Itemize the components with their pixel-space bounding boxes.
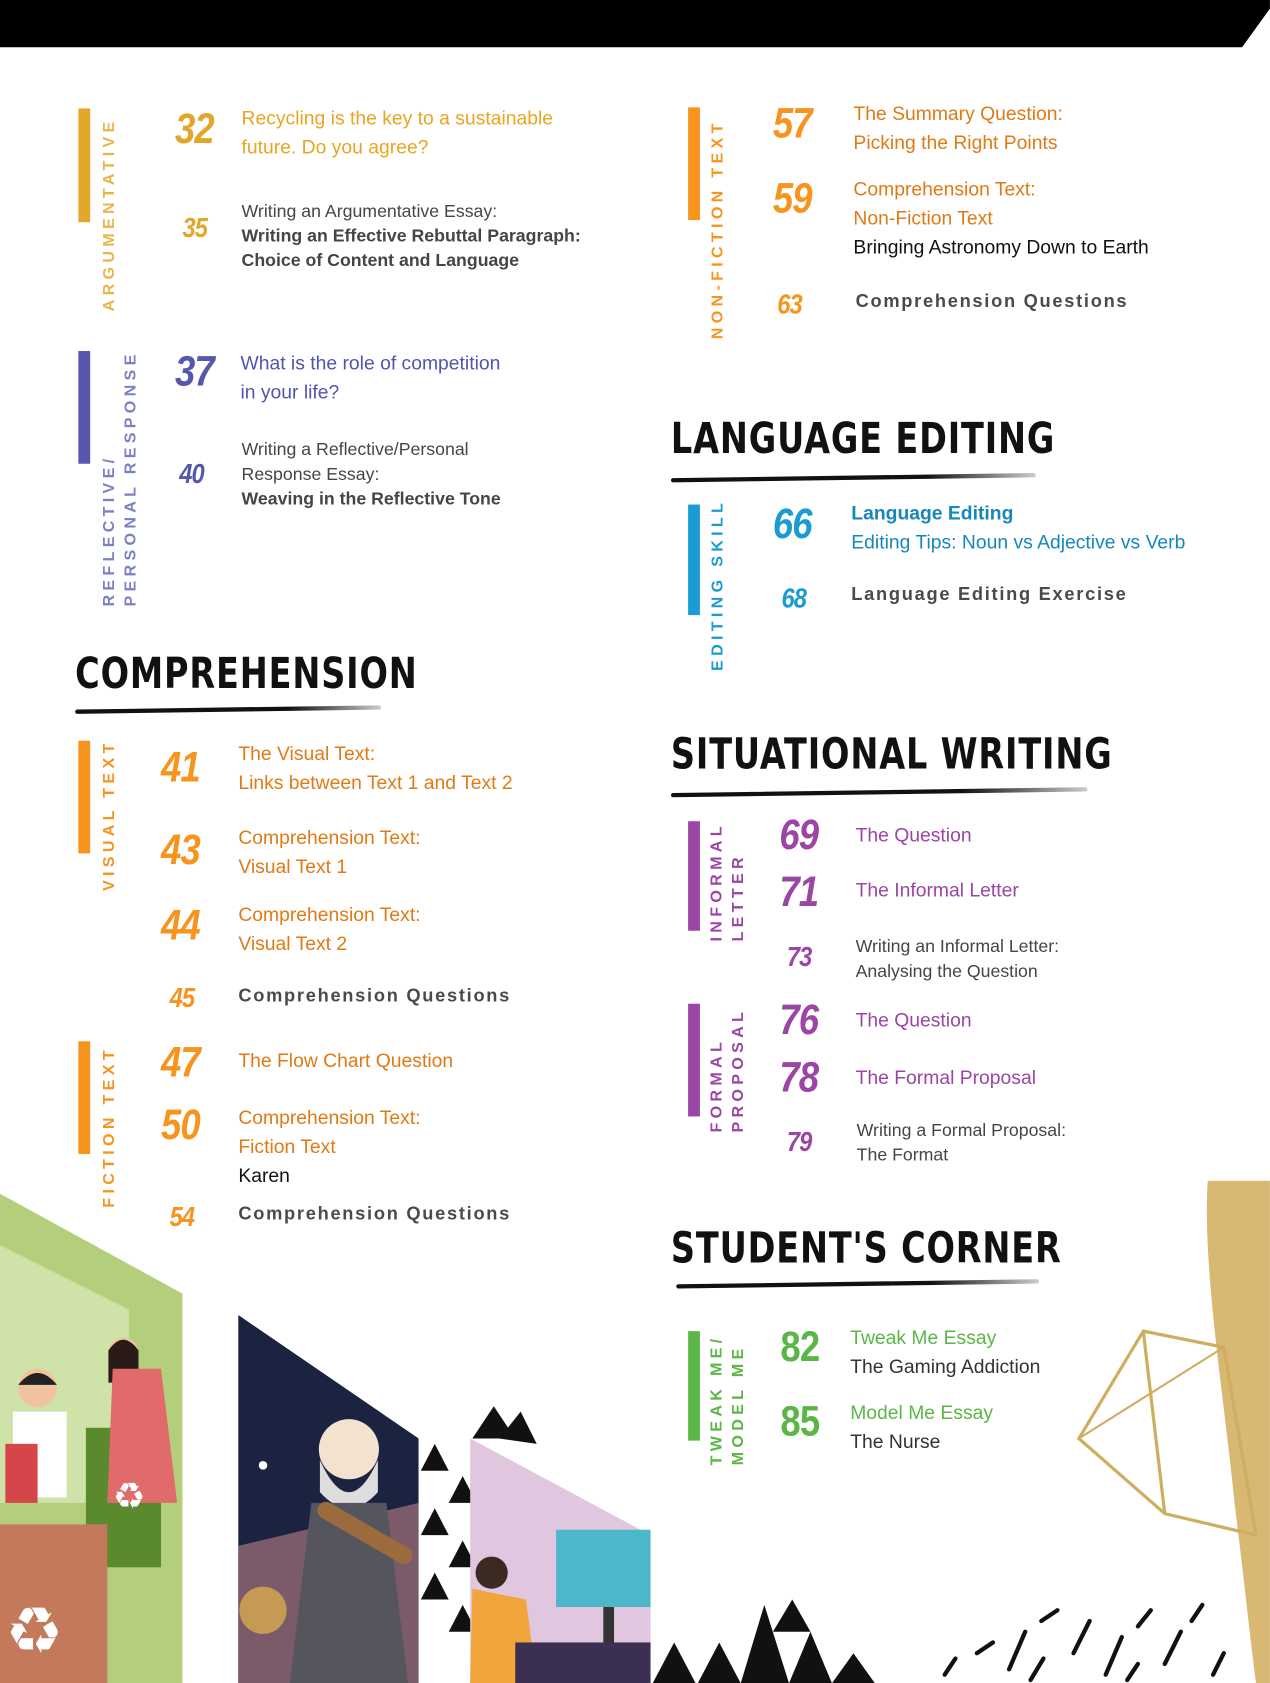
entry-title: Comprehension Text: xyxy=(238,903,421,926)
page-number[interactable]: 76 xyxy=(779,996,819,1044)
page-number[interactable]: 43 xyxy=(161,826,200,874)
toc-entry[interactable] xyxy=(238,1104,420,1191)
entry-title: Writing a Formal Proposal: xyxy=(856,1120,1067,1141)
page-number[interactable]: 71 xyxy=(779,868,819,916)
heading-underline xyxy=(75,705,381,714)
entry-title: What is the role of competition xyxy=(240,352,501,374)
entry-title: Comprehension Text: xyxy=(238,1106,421,1129)
toc-entry[interactable]: The Formal Proposal xyxy=(855,1067,1037,1089)
visual-text-bar xyxy=(78,741,90,854)
page-number[interactable]: 47 xyxy=(161,1039,200,1087)
page-number[interactable]: 68 xyxy=(781,581,807,615)
page-number[interactable]: 66 xyxy=(772,500,812,548)
gamer-illustration xyxy=(470,1438,650,1683)
entry-subtitle: Editing Tips: Noun vs Adjective vs Verb xyxy=(851,531,1186,553)
recycle-icon: ♻ xyxy=(5,1595,64,1668)
section-heading-students-corner: STUDENT'S CORNER xyxy=(670,1223,1062,1274)
non-fiction-label: NON-FICTION TEXT xyxy=(708,119,727,340)
reflective-label: REFLECTIVE/ PERSONAL RESPONSE xyxy=(99,350,140,607)
page-number[interactable]: 85 xyxy=(780,1397,820,1445)
entry-subtitle: Choice of Content and Language xyxy=(241,251,520,271)
astronomer-illustration xyxy=(238,1315,418,1683)
fiction-text-label: FICTION TEXT xyxy=(99,1046,119,1208)
entry-title: Non-Fiction Text xyxy=(853,207,993,229)
toc-entry[interactable] xyxy=(851,499,1185,557)
entry-title: Fiction Text xyxy=(238,1135,336,1158)
toc-entry[interactable] xyxy=(238,901,420,959)
page-number[interactable]: 82 xyxy=(780,1323,820,1371)
entry-subtitle: Bringing Astronomy Down to Earth xyxy=(853,236,1149,258)
toc-entry-comprehension-questions[interactable]: Comprehension Questions xyxy=(855,290,1129,312)
page-number[interactable]: 41 xyxy=(161,743,200,792)
visual-text-label: VISUAL TEXT xyxy=(99,739,119,892)
page-number[interactable]: 78 xyxy=(779,1054,819,1102)
formal-proposal-bar xyxy=(688,1004,700,1117)
reflective-bar xyxy=(78,351,90,464)
toc-entry[interactable] xyxy=(242,104,553,162)
entry-title: Language Editing xyxy=(851,502,1014,524)
toc-entry[interactable] xyxy=(240,349,500,407)
entry-title: Picking the Right Points xyxy=(853,132,1058,154)
heading-underline xyxy=(671,473,1036,482)
entry-title: Writing a Reflective/Personal xyxy=(241,440,469,460)
fiction-text-bar xyxy=(78,1041,90,1154)
toc-entry[interactable] xyxy=(242,438,501,512)
informal-letter-bar xyxy=(688,821,700,930)
toc-entry[interactable] xyxy=(238,1047,453,1076)
page-number[interactable]: 59 xyxy=(772,174,812,223)
argumentative-label: ARGUMENTATIVE xyxy=(99,117,119,312)
editing-skill-label: EDITING SKILL xyxy=(708,498,727,671)
entry-title: Writing an Informal Letter: xyxy=(855,937,1060,957)
page-number[interactable]: 44 xyxy=(161,901,200,949)
page-number[interactable]: 79 xyxy=(786,1125,812,1158)
toc-entry[interactable]: The Question xyxy=(855,1009,972,1031)
toc-entry[interactable]: Language Editing Exercise xyxy=(851,583,1128,605)
entry-title: Visual Text 2 xyxy=(238,932,348,955)
non-fiction-bar xyxy=(688,107,700,220)
entry-title: Writing an Argumentative Essay: xyxy=(241,201,498,222)
editing-skill-bar xyxy=(688,505,700,616)
toc-entry[interactable] xyxy=(238,823,420,881)
entry-title: The Visual Text: xyxy=(238,742,376,765)
toc-entry[interactable] xyxy=(853,100,1062,158)
toc-entry[interactable]: The Question xyxy=(855,824,972,846)
page-number[interactable]: 32 xyxy=(174,105,214,153)
entry-title: future. Do you agree? xyxy=(241,136,429,158)
brush-strokes xyxy=(945,1605,1224,1680)
entry-title: Links between Text 1 and Text 2 xyxy=(238,771,513,794)
page-number[interactable]: 63 xyxy=(777,287,802,320)
top-black-banner xyxy=(0,0,1270,49)
entry-title: Response Essay: xyxy=(241,464,380,485)
entry-subtitle: The Gaming Addiction xyxy=(850,1355,1041,1378)
tweak-model-label: TWEAK ME/ MODEL ME xyxy=(707,1334,748,1466)
triangle-pattern-bottom xyxy=(653,1600,875,1683)
section-heading-language-editing: LANGUAGE EDITING xyxy=(670,414,1056,464)
entry-title: Tweak Me Essay xyxy=(850,1326,997,1349)
entry-title: Comprehension Text: xyxy=(238,826,421,849)
heading-underline xyxy=(671,787,1088,797)
page-number[interactable]: 54 xyxy=(169,1200,195,1233)
toc-entry[interactable] xyxy=(238,740,512,798)
section-heading-situational-writing: SITUATIONAL WRITING xyxy=(670,729,1113,780)
entry-title: Recycling is the key to a sustainable xyxy=(241,107,554,129)
entry-title: Comprehension Text: xyxy=(853,178,1036,200)
recycle-icon: ♻ xyxy=(112,1475,146,1517)
entry-title: The Flow Chart Question xyxy=(238,1049,454,1072)
entry-subtitle: The Nurse xyxy=(850,1430,941,1453)
entry-title: Model Me Essay xyxy=(850,1401,994,1424)
informal-letter-label: INFORMAL LETTER xyxy=(707,822,748,942)
toc-entry[interactable] xyxy=(856,935,1059,984)
entry-title: Analysing the Question xyxy=(855,961,1038,982)
toc-entry[interactable]: The Informal Letter xyxy=(855,879,1019,901)
page-number[interactable]: 50 xyxy=(161,1101,200,1149)
entry-subtitle: Writing an Effective Rebuttal Paragraph: xyxy=(241,226,581,246)
page-number[interactable]: 69 xyxy=(779,811,819,859)
recycling-illustration xyxy=(0,1194,182,1683)
toc-entry-comprehension-questions[interactable]: Comprehension Questions xyxy=(238,985,512,1006)
gold-decoration xyxy=(1079,1181,1270,1683)
entry-subtitle: Weaving in the Reflective Tone xyxy=(241,489,501,509)
section-heading-comprehension: COMPREHENSION xyxy=(75,649,418,699)
toc-entry[interactable] xyxy=(242,200,581,274)
entry-title: Visual Text 1 xyxy=(238,855,348,878)
toc-entry-comprehension-questions[interactable]: Comprehension Questions xyxy=(238,1203,512,1224)
entry-title: The Format xyxy=(856,1145,949,1165)
page-number[interactable]: 45 xyxy=(169,981,195,1014)
decorative-illustrations xyxy=(0,1181,1270,1683)
argumentative-bar xyxy=(78,108,90,222)
formal-proposal-label: FORMAL PROPOSAL xyxy=(707,1007,748,1133)
toc-entry[interactable] xyxy=(857,1119,1066,1168)
entry-title: The Summary Question: xyxy=(853,103,1063,125)
page-number[interactable]: 40 xyxy=(179,457,204,490)
page-number[interactable]: 35 xyxy=(182,211,208,244)
page-number[interactable]: 37 xyxy=(174,347,214,396)
entry-subtitle: Karen xyxy=(238,1164,290,1187)
page-number[interactable]: 57 xyxy=(772,99,812,148)
page-number[interactable]: 73 xyxy=(786,940,812,973)
toc-entry[interactable] xyxy=(853,175,1148,262)
entry-title: in your life? xyxy=(240,381,340,403)
